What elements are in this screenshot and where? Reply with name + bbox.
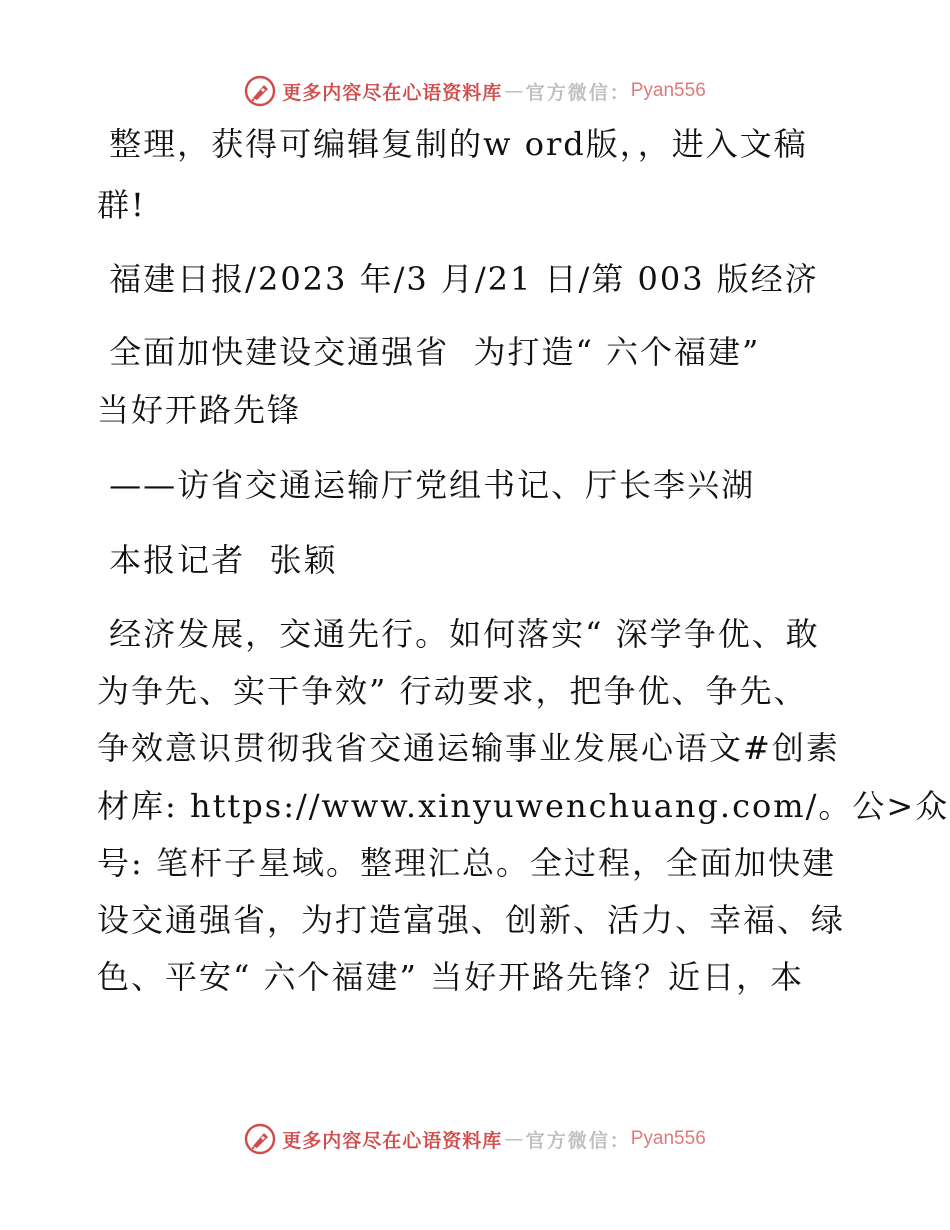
watermark-dash: — [504, 1128, 524, 1150]
watermark-brand: 更多内容尽在心语资料库 [282, 1129, 503, 1152]
dateline: 福建日报/2023 年/3 月/21 日/第 003 版经济 [97, 260, 819, 298]
body-line: 色、平安“ 六个福建” 当好开路先锋？近日，本 [97, 958, 805, 996]
body-line: 号: 笔杆子星域。整理汇总。全过程，全面加快建 [97, 844, 836, 882]
watermark-header [0, 71, 950, 111]
body-line: 经济发展，交通先行。如何落实“ 深学争优、敢 [97, 615, 820, 653]
watermark-contact-handle: Pyan556 [630, 80, 706, 101]
pen-nib-logo-icon [244, 1123, 276, 1155]
body-line: 争效意识贯彻我省交通运输事业发展心语文#创素 [97, 729, 840, 767]
body-line: 材库: https://www.xinyuwenchuang.com/。公>众 [97, 787, 950, 825]
watermark-footer [0, 1119, 950, 1159]
byline: 本报记者 张颖 [97, 541, 338, 579]
subtitle: ——访省交通运输厅党组书记、厅长李兴湖 [97, 466, 756, 504]
watermark-contact-handle: Pyan556 [630, 1128, 706, 1149]
headline-line-2: 当好开路先锋 [97, 391, 302, 429]
body-line: 为争先、实干争效” 行动要求，把争优、争先、 [97, 672, 808, 710]
intro-line-1: 整理，获得可编辑复制的w ord版，，进入文稿 [97, 125, 808, 163]
body-line: 设交通强省，为打造富强、创新、活力、幸福、绿 [97, 901, 846, 939]
watermark-contact-label: 官方微信： [525, 1129, 631, 1152]
watermark-brand: 更多内容尽在心语资料库 [282, 81, 503, 104]
headline-line-1: 全面加快建设交通强省 为打造“ 六个福建” [97, 333, 761, 371]
watermark-dash: — [504, 80, 524, 102]
pen-nib-logo-icon [244, 75, 276, 107]
watermark-contact-label: 官方微信： [525, 81, 631, 104]
intro-line-2: 群! [97, 186, 146, 224]
